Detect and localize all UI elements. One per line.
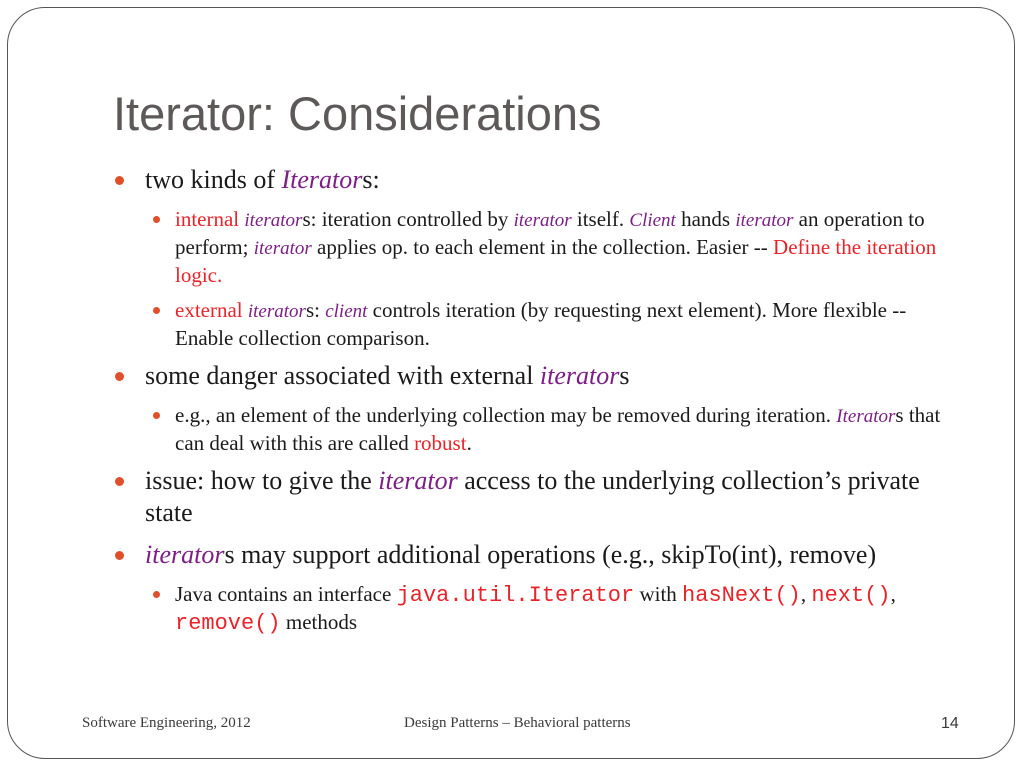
bullet-additional-ops [113, 539, 963, 571]
term-iterator: iterator [253, 238, 312, 259]
text: s [619, 361, 630, 390]
term-iterator: Iterator [836, 406, 896, 427]
term-iterator: iterator [244, 210, 303, 231]
text: Java contains an interface [175, 582, 397, 606]
subbullet-external-iterators [113, 297, 963, 352]
text: controls iteration (by requesting next element). More flexible -- Enable collection comparison. [175, 298, 907, 350]
text: some danger associated with external [145, 361, 540, 390]
code-next: next() [811, 583, 891, 608]
term-iterator: iterator [539, 361, 620, 390]
text: applies op. to each element in the collection. Easier -- [311, 235, 774, 259]
bullet-issue [113, 465, 963, 529]
subbullet-java-iterator [113, 581, 963, 637]
text: access to the underlying collection’s private state [145, 466, 920, 527]
subbullet-internal-iterators [113, 206, 963, 289]
code-remove: remove() [175, 611, 281, 636]
term-client: Client [629, 210, 676, 231]
term-client: client [325, 301, 368, 322]
slide-title: Iterator: Considerations [113, 87, 602, 140]
page-number: 14 [941, 715, 959, 732]
footer-topic: Design Patterns – Behavioral patterns [404, 715, 631, 731]
text: issue: how to give the [145, 466, 379, 495]
text: e.g., an element of the underlying collection may be removed during iteration. [175, 403, 837, 427]
text: . [466, 431, 472, 455]
text: s: iteration controlled by [302, 207, 514, 231]
term-iterator: iterator [247, 301, 306, 322]
term-iterator: iterator [735, 210, 794, 231]
text: methods [280, 610, 358, 634]
bullet-two-kinds [113, 164, 963, 196]
term-iterator: iterator [513, 210, 572, 231]
highlight-define-logic: Define the iteration logic. [175, 235, 937, 287]
term-robust: robust [414, 431, 467, 455]
bullet-some-danger [113, 360, 963, 392]
code-java-util-iterator: java.util.Iterator [396, 583, 635, 608]
code-hasnext: hasNext() [682, 583, 801, 608]
footer-course: Software Engineering, 2012 [82, 715, 251, 731]
text: s may support additional operations (e.g., skipTo(int), remove) [224, 540, 877, 569]
slide-content [113, 164, 963, 645]
term-iterator: iterator [145, 540, 225, 569]
subbullet-robust [113, 402, 963, 457]
term-iterator: iterator [378, 466, 458, 495]
term-internal: internal [175, 207, 240, 231]
text: s: [305, 298, 326, 322]
text: s: [362, 165, 380, 194]
text: itself. [571, 207, 630, 231]
text: with [634, 582, 683, 606]
text: hands [675, 207, 736, 231]
text: s that can deal with this are called [175, 403, 941, 455]
text: an operation to perform; [175, 207, 925, 259]
term-iterator: Iterator [281, 165, 363, 194]
text: , [800, 582, 812, 606]
term-external: external [175, 298, 243, 322]
text: two kinds of [145, 165, 282, 194]
text: , [890, 582, 896, 606]
